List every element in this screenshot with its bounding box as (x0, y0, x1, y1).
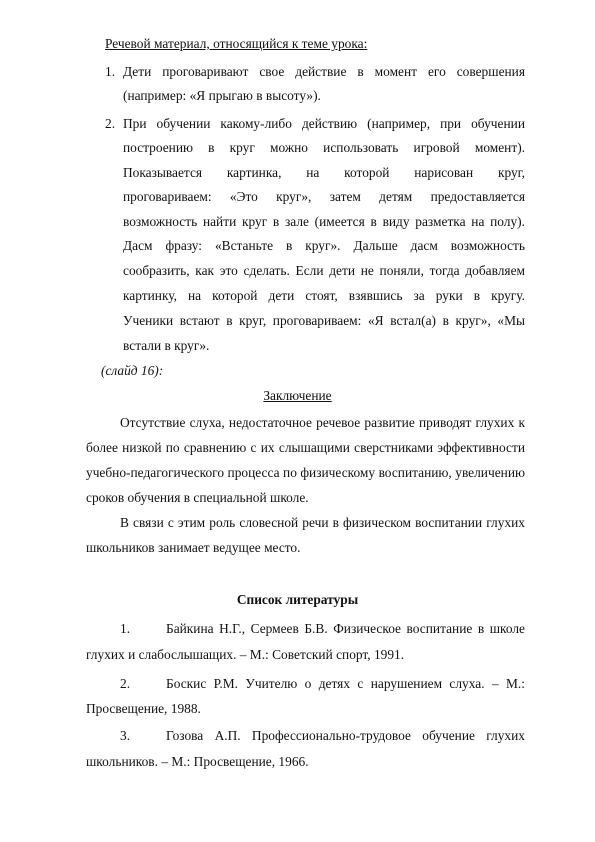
list-item-2-line-6: Дасм фразу: «Встаньте в круг». Дальше дасм возможность (123, 238, 525, 253)
conclusion-title: Заключение (263, 388, 332, 403)
list-item-2-line-10: встали в круг». (123, 338, 210, 353)
conclusion-p2-line-1: В связи с этим роль словесной речи в физическом воспитании глухих (120, 515, 525, 530)
reference-2-line-1: Боскис Р.М. Учителю о детях с нарушением слуха. – М.: (166, 676, 525, 691)
list-item-2-line-8: картинку, на которой дети стоят, взявшись за руки в кругу. (123, 288, 525, 303)
list-item-2-line-2: построению в круг можно использовать игровой момент). (123, 140, 525, 155)
list-item-2-line-9: Ученики встают в круг, проговариваем: «Я встал(а) в круг», «Мы (123, 313, 525, 328)
reference-number-1: 1. (120, 621, 131, 636)
reference-number-3: 3. (120, 728, 131, 743)
reference-3-line-2: школьников. – М.: Просвещение, 1966. (86, 754, 309, 769)
list-item-2-line-5: возможность найти круг в зале (имеется в виду разметка на полу). (123, 214, 525, 229)
reference-3-line-1: Гозова А.П. Профессионально-трудовое обучение глухих (166, 728, 525, 743)
conclusion-p2-line-2: школьников занимает ведущее место. (86, 540, 301, 555)
list-item-1-line-1: Дети проговаривают свое действие в момент его совершения (123, 64, 525, 79)
slide-note: (слайд 16): (101, 363, 164, 378)
conclusion-p1-line-1: Отсутствие слуха, недостаточное речевое развитие приводят глухих к (120, 415, 525, 430)
list-item-1-line-2: (например: «Я прыгаю в высоту»). (123, 88, 321, 103)
reference-1-line-2: глухих и слабослышащих. – М.: Советский спорт, 1991. (86, 647, 405, 662)
list-item-2-line-4: проговариваем: «Это круг», затем детям предоставляется (123, 189, 525, 204)
conclusion-p1-line-3: учебно-педагогического процесса по физическому воспитанию, увеличению (86, 465, 525, 480)
speech-material-title: Речевой материал, относящийся к теме урока: (105, 36, 368, 51)
conclusion-p1-line-2: более низкой по сравнению с их слышащими сверстниками эффективности (86, 440, 525, 455)
references-title: Список литературы (236, 592, 359, 607)
reference-number-2: 2. (120, 676, 131, 691)
reference-2-line-2: Просвещение, 1988. (86, 701, 201, 716)
list-item-2-line-1: При обучении какому-либо действию (например, при обучении (123, 116, 525, 131)
conclusion-p1-line-4: сроков обучения в специальной школе. (86, 490, 309, 505)
list-number-2: 2. (105, 116, 116, 131)
list-item-2-line-7: сообразить, как это сделать. Если дети не поняли, тогда добавляем (123, 263, 525, 278)
list-number-1: 1. (105, 64, 116, 79)
list-item-2-line-3: Показывается картинка, на которой нарисован круг, (123, 165, 525, 180)
reference-1-line-1: Байкина Н.Г., Сермеев Б.В. Физическое воспитание в школе (166, 621, 525, 636)
